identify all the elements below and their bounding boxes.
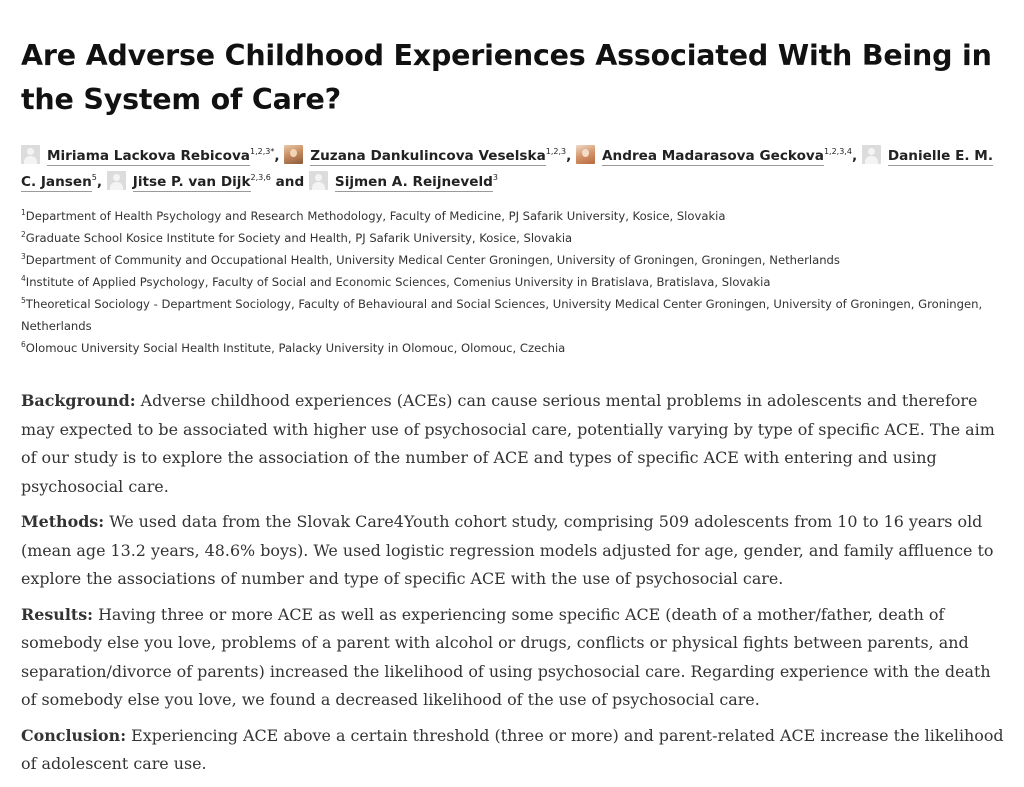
author-photo-icon: [284, 145, 303, 164]
author-3[interactable]: [576, 148, 852, 164]
affiliation-number: 1: [21, 208, 26, 217]
author-2[interactable]: [284, 148, 566, 164]
author-photo-icon: [576, 145, 595, 164]
author-name[interactable]: Sijmen A. Reijneveld: [334, 174, 493, 190]
author-affiliation-sup: 1,2,3*: [249, 147, 275, 156]
author-6[interactable]: [309, 174, 498, 190]
author-affiliation-sup: 5: [91, 173, 97, 182]
abstract-background: [21, 387, 1011, 501]
abstract-conclusion: [21, 722, 1011, 779]
author-separator: ,: [274, 148, 285, 164]
placeholder-avatar-icon: [862, 145, 881, 164]
abstract-section-label: Results:: [21, 604, 94, 624]
author-affiliation-sup: 1,2,3: [545, 147, 567, 156]
abstract: [21, 387, 1011, 786]
affiliation-text: Graduate School Kosice Institute for Society and Health, PJ Safarik University, Kosice, Slovakia: [25, 231, 573, 245]
affiliation-item: [21, 337, 1011, 359]
abstract-section-label: Methods:: [21, 512, 105, 531]
author-affiliation-sup: 3: [492, 173, 498, 182]
affiliation-list: [21, 205, 1011, 359]
author-name[interactable]: Miriama Lackova Rebicova: [47, 148, 250, 164]
affiliation-item: [21, 271, 1011, 293]
author-name[interactable]: Andrea Madarasova Geckova: [602, 148, 824, 164]
abstract-section-text: Having three or more ACE as well as experiencing some specific ACE (death of a mother/father, death of somebody else you love, problems of a parent with alcohol or drugs, conflicts or physical fights between parents, and separation/divorce of parents) increased the likelihood of using psychosocial care. Regarding experience with the death of somebody else you love, we found a decreased likelihood of the use of psychosocial care.: [21, 604, 991, 709]
affiliation-text: Institute of Applied Psychology, Faculty of Social and Economic Sciences, Comenius University in Bratislava, Bratislava, Slovakia: [25, 275, 771, 289]
affiliation-text: Theoretical Sociology - Department Sociology, Faculty of Behavioural and Social Sciences, University Medical Center Groningen, University of Groningen, Groningen, Netherlands: [21, 297, 983, 333]
author-affiliation-sup: 1,2,3,4: [823, 147, 852, 156]
affiliation-text: Department of Community and Occupational Health, University Medical Center Groningen, University of Groningen, Groningen, Netherlands: [25, 253, 840, 267]
author-1[interactable]: [21, 148, 274, 164]
abstract-section-label: Background:: [21, 391, 136, 410]
author-5[interactable]: [107, 174, 271, 190]
affiliation-number: 6: [21, 340, 26, 349]
author-name[interactable]: Jitse P. van Dijk: [132, 174, 251, 190]
abstract-methods: [21, 508, 1011, 594]
author-name[interactable]: Danielle E. M. C. Jansen: [21, 148, 994, 190]
article-title: Are Adverse Childhood Experiences Associated With Being in the System of Care?: [21, 39, 992, 116]
placeholder-avatar-icon: [21, 145, 40, 164]
abstract-section-text: Experiencing ACE above a certain threshold (three or more) and parent-related ACE increase the likelihood of adolescent care use.: [21, 725, 1004, 773]
author-separator: ,: [566, 148, 577, 164]
affiliation-item: [21, 249, 1011, 271]
affiliation-number: 2: [21, 230, 26, 239]
abstract-section-text: We used data from the Slovak Care4Youth cohort study, comprising 509 adolescents from 10 to 16 years old (mean age 13.2 years, 48.6% boys). We used logistic regression models adjusted for age, gender, and family affluence to explore the associations of number and type of specific ACE with the use of psychosocial care.: [21, 512, 994, 588]
abstract-section-text: Adverse childhood experiences (ACEs) can cause serious mental problems in adolescents and therefore may expected to be associated with higher use of psychosocial care, potentially varying by type of specific ACE. The aim of our study is to explore the association of the number of ACE and types of specific ACE with entering and using psychosocial care.: [21, 391, 995, 496]
affiliation-text: Olomouc University Social Health Institute, Palacky University in Olomouc, Olomouc, Czechia: [25, 341, 566, 355]
author-separator: ,: [96, 174, 107, 190]
author-separator: ,: [851, 148, 862, 164]
author-separator: and: [270, 174, 309, 190]
affiliation-number: 4: [21, 274, 26, 283]
affiliation-item: [21, 205, 1011, 227]
author-affiliation-sup: 2,3,6: [250, 173, 271, 182]
placeholder-avatar-icon: [107, 171, 126, 190]
abstract-results: [21, 601, 1011, 715]
author-name[interactable]: Zuzana Dankulincova Veselska: [310, 148, 546, 164]
placeholder-avatar-icon: [309, 171, 328, 190]
author-list: [21, 143, 1011, 195]
affiliation-text: Department of Health Psychology and Research Methodology, Faculty of Medicine, PJ Safarik University, Kosice, Slovakia: [25, 209, 726, 223]
affiliation-number: 5: [21, 296, 26, 305]
affiliation-number: 3: [21, 252, 26, 261]
affiliation-item: [21, 227, 1011, 249]
affiliation-item: [21, 293, 1011, 337]
abstract-section-label: Conclusion:: [21, 725, 127, 745]
